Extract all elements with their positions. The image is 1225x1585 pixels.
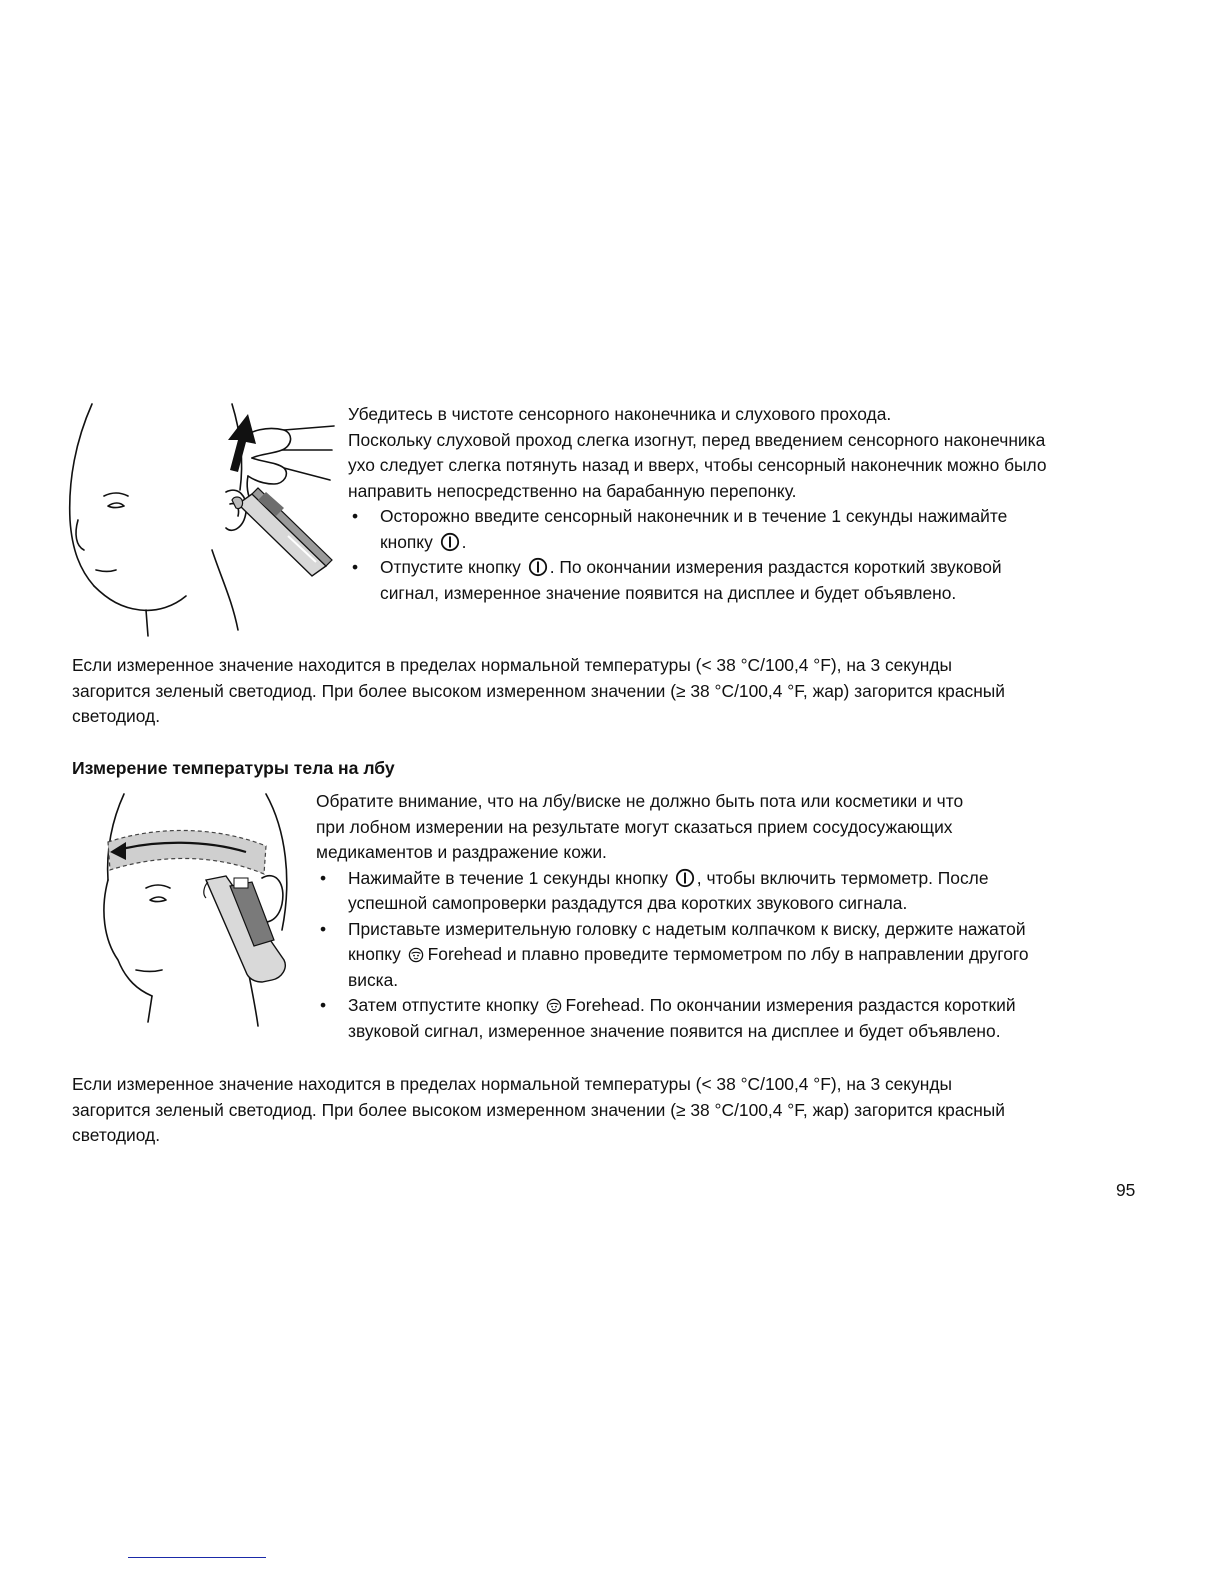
ear-measurement-illustration [62, 400, 342, 640]
power-button-icon [528, 557, 548, 577]
ear-result-note [72, 653, 1172, 730]
ear-result-line-1: Если измеренное значение находится в пределах нормальной температуры (< 38 °C/100,4 °F), на 3 секунды [72, 655, 953, 675]
bullet-icon: • [319, 918, 327, 939]
bullet-icon: • [319, 867, 327, 888]
ear-instructions [348, 402, 1148, 606]
forehead-step-3 [316, 993, 1166, 1044]
forehead-step-1-line-1-end: , чтобы включить термометр. После [696, 867, 989, 888]
forehead-step-1 [316, 866, 1166, 917]
ear-steps-list [348, 504, 1148, 606]
forehead-intro-line-2: при лобном измерении на результате могут сказаться прием сосудосужающих [316, 816, 953, 837]
forehead-step-2-line-1: Приставьте измерительную головку с надетым колпачком к виску, держите нажатой [348, 918, 1026, 939]
ear-step-2-line-1-start: Отпустите кнопку [380, 557, 521, 577]
forehead-instructions [316, 789, 1166, 1044]
ear-step-1-line-2-start: кнопку [380, 531, 433, 552]
forehead-result-line-3: светодиод. [72, 1125, 161, 1145]
forehead-steps-list [316, 866, 1166, 1045]
bullet-icon: • [319, 995, 327, 1015]
forehead-step-2-line-2-start: кнопку [348, 944, 401, 964]
forehead-result-note [72, 1072, 1172, 1149]
forehead-button-icon [408, 947, 424, 963]
footer-divider [128, 1557, 266, 1558]
forehead-intro-line-3: медикаментов и раздражение кожи. [316, 842, 607, 862]
power-button-icon [675, 868, 695, 888]
ear-intro-line-3: ухо следует слегка потянуть назад и вверх, чтобы сенсорный наконечник можно было [348, 455, 1047, 475]
bullet-icon: • [351, 557, 359, 577]
forehead-button-icon [546, 998, 562, 1014]
ear-step-2-line-2: сигнал, измеренное значение появится на дисплее и будет объявлено. [380, 582, 957, 603]
ear-step-1 [348, 504, 1148, 555]
forehead-step-3-line-1-start: Затем отпустите кнопку [348, 995, 539, 1015]
ear-step-2-line-1-end: . По окончании измерения раздастся короткий звуковой [549, 557, 1002, 577]
ear-step-2 [348, 555, 1148, 606]
forehead-intro-line-1: Обратите внимание, что на лбу/виске не должно быть пота или косметики и что [316, 791, 964, 811]
ear-intro-line-4: направить непосредственно на барабанную перепонку. [348, 480, 797, 501]
ear-intro-line-1: Убедитесь в чистоте сенсорного наконечника и слухового прохода. [348, 404, 892, 424]
forehead-measurement-illustration [96, 790, 311, 1030]
ear-result-line-2: загорится зеленый светодиод. При более высоком измеренном значении (≥ 38 °C/100,4 °F, жар) загорится красный [72, 680, 1006, 701]
forehead-result-line-1: Если измеренное значение находится в пределах нормальной температуры (< 38 °C/100,4 °F), на 3 секунды [72, 1074, 953, 1094]
power-button-icon [440, 532, 460, 552]
forehead-result-line-2: загорится зеленый светодиод. При более высоком измеренном значении (≥ 38 °C/100,4 °F, жар) загорится красный [72, 1099, 1006, 1120]
ear-step-1-line-2-end: . [461, 531, 467, 552]
forehead-step-3-line-1-end: Forehead. По окончании измерения раздастся короткий [565, 995, 1016, 1015]
forehead-step-2-line-2-end: Forehead и плавно проведите термометром по лбу в направлении другого [427, 944, 1029, 964]
ear-intro-line-2: Поскольку слуховой проход слегка изогнут, перед введением сенсорного наконечника [348, 429, 1046, 450]
forehead-step-2 [316, 917, 1166, 994]
ear-result-line-3: светодиод. [72, 706, 161, 726]
forehead-step-1-line-2: успешной самопроверки раздадутся два коротких звукового сигнала. [348, 893, 908, 913]
forehead-step-2-line-3: виска. [348, 969, 399, 990]
forehead-step-3-line-2: звуковой сигнал, измеренное значение появится на дисплее и будет объявлено. [348, 1020, 1001, 1041]
forehead-step-1-line-1-start: Нажимайте в течение 1 секунды кнопку [348, 867, 668, 888]
ear-step-1-line-1: Осторожно введите сенсорный наконечник и в течение 1 секунды нажимайте [380, 506, 1008, 526]
forehead-section-heading: Измерение температуры тела на лбу [72, 758, 395, 778]
bullet-icon: • [351, 506, 359, 526]
page-number: 95 [1116, 1180, 1136, 1200]
